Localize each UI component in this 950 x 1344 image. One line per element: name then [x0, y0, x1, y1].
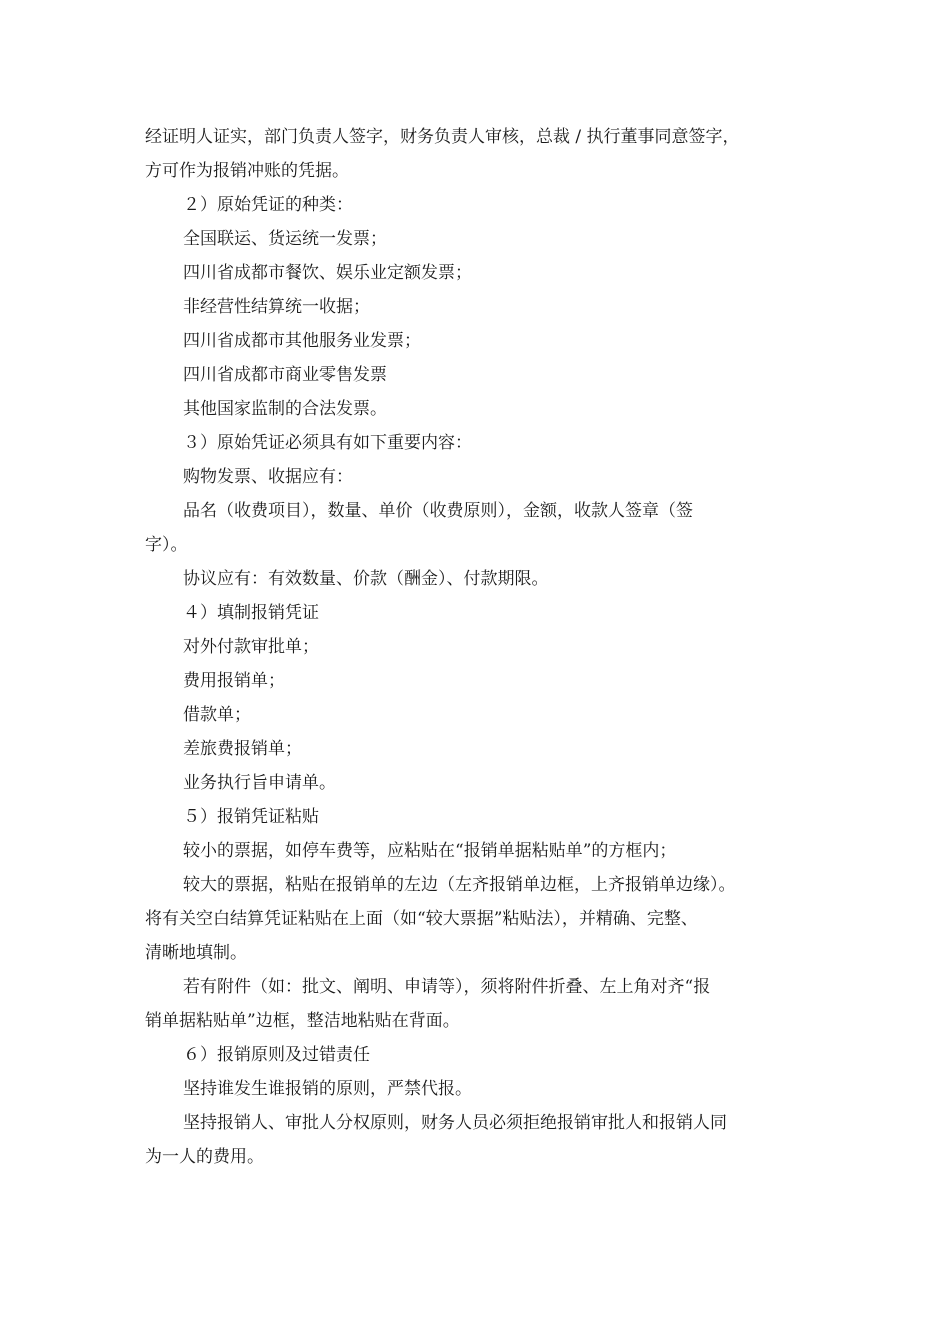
list-item: 四川省成都市其他服务业发票；: [183, 331, 421, 351]
list-item: 借款单；: [183, 705, 251, 725]
text-line: 为一人的费用。: [145, 1147, 264, 1167]
text-line: 坚持报销人、审批人分权原则，财务人员必须拒绝报销审批人和报销人同: [183, 1113, 727, 1133]
list-item: 差旅费报销单；: [183, 739, 302, 759]
list-item: 业务执行旨申请单。: [183, 773, 336, 793]
list-item: 非经营性结算统一收据；: [183, 297, 370, 317]
text-line: 清晰地填制。: [145, 943, 247, 963]
text-line: 较大的票据，粘贴在报销单的左边（左齐报销单边框，上齐报销单边缘）。: [183, 875, 736, 895]
section-heading: ３）原始凭证必须具有如下重要内容：: [183, 433, 472, 453]
section-heading: ４）填制报销凭证: [183, 603, 319, 623]
text-line: 较小的票据，如停车费等，应粘贴在“报销单据粘贴单”的方框内；: [183, 841, 677, 861]
text-line: 品名（收费项目），数量、单价（收费原则），金额，收款人签章（签: [183, 501, 693, 521]
list-item: 费用报销单；: [183, 671, 285, 691]
list-item: 四川省成都市商业零售发票: [183, 365, 387, 385]
text-line: 购物发票、收据应有：: [183, 467, 353, 487]
document-body: [145, 120, 835, 1174]
section-heading: ５）报销凭证粘贴: [183, 807, 319, 827]
list-item: 其他国家监制的合法发票。: [183, 399, 387, 419]
list-item: 四川省成都市餐饮、娱乐业定额发票；: [183, 263, 472, 283]
text-line: 协议应有：有效数量、价款（酬金）、付款期限。: [183, 569, 549, 589]
section-heading: ６）报销原则及过错责任: [183, 1045, 370, 1065]
list-item: 对外付款审批单；: [183, 637, 319, 657]
text-line: 字）。: [145, 535, 188, 555]
text-line: 若有附件（如：批文、阐明、申请等），须将附件折叠、左上角对齐“报: [183, 977, 711, 997]
list-item: 全国联运、货运统一发票；: [183, 229, 387, 249]
section-heading: ２）原始凭证的种类：: [183, 195, 353, 215]
text-line: 方可作为报销冲账的凭据。: [145, 161, 349, 181]
text-line: 销单据粘贴单”边框，整洁地粘贴在背面。: [145, 1011, 460, 1031]
text-line: 将有关空白结算凭证粘贴在上面（如“较大票据”粘贴法），并精确、完整、: [145, 909, 698, 929]
text-line: 经证明人证实，部门负责人签字，财务负责人审核，总裁 / 执行董事同意签字，: [145, 127, 740, 147]
text-line: 坚持谁发生谁报销的原则，严禁代报。: [183, 1079, 472, 1099]
